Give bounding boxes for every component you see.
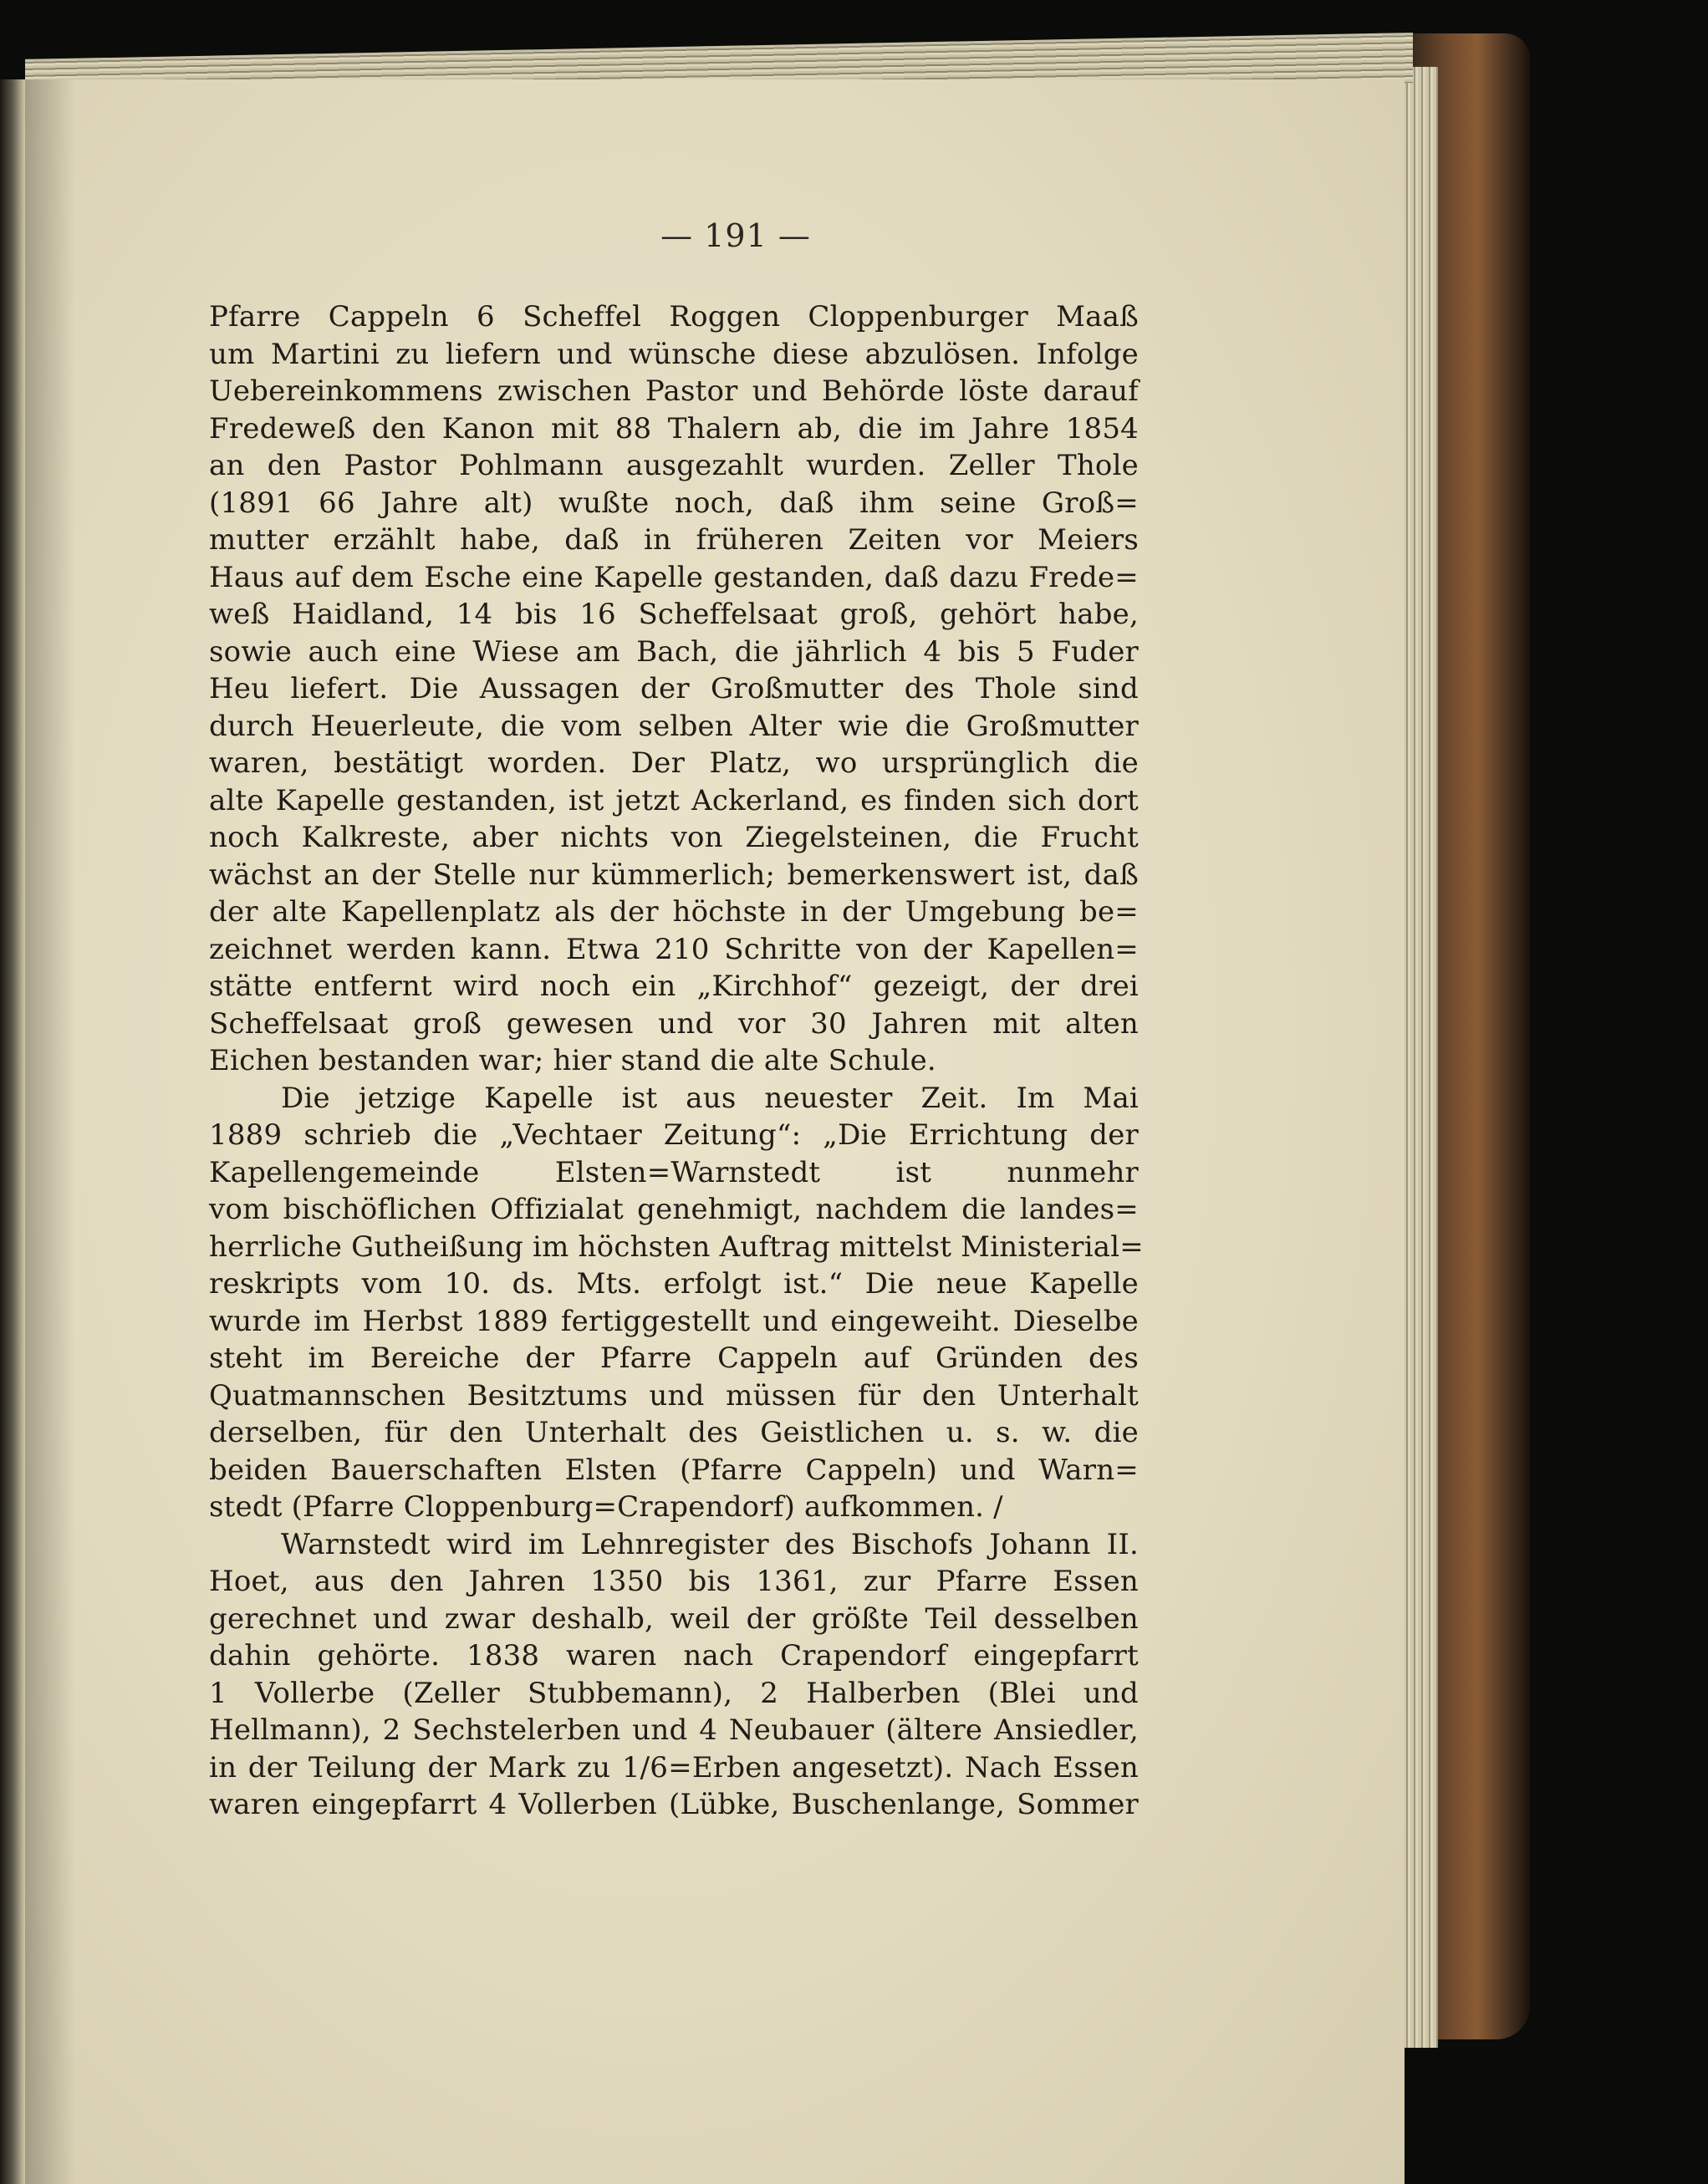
text-line: der alte Kapellenplatz als der höchste in der Umgebung be= <box>209 895 1139 929</box>
text-line: (1891 66 Jahre alt) wußte noch, daß ihm seine Groß= <box>209 486 1139 520</box>
text-line: reskripts vom 10. ds. Mts. erfolgt ist.“ Die neue Kapelle <box>209 1267 1139 1301</box>
text-line: beiden Bauerschaften Elsten (Pfarre Cappeln) und Warn= <box>209 1453 1139 1487</box>
text-line: weß Haidland, 14 bis 16 Scheffelsaat groß, gehört habe, <box>209 598 1139 631</box>
text-line: um Martini zu liefern und wünsche diese abzulösen. Infolge <box>209 337 1139 371</box>
text-line: Haus auf dem Esche eine Kapelle gestanden, daß dazu Frede= <box>209 560 1139 594</box>
text-line: Warnstedt wird im Lehnregister des Bischofs Johann II. <box>281 1527 1139 1561</box>
text-line: 1889 schrieb die „Vechtaer Zeitung“: „Die Errichtung der <box>209 1118 1139 1152</box>
text-line: Pfarre Cappeln 6 Scheffel Roggen Cloppenburger Maaß <box>209 300 1139 333</box>
text-line: alte Kapelle gestanden, ist jetzt Ackerland, es finden sich dort <box>209 783 1139 817</box>
text-line: noch Kalkreste, aber nichts von Ziegelsteinen, die Frucht <box>209 821 1139 854</box>
text-line: vom bischöflichen Offizialat genehmigt, nachdem die landes= <box>209 1193 1139 1226</box>
text-line: Quatmannschen Besitztums und müssen für den Unterhalt <box>209 1378 1139 1413</box>
text-line: Fredeweß den Kanon mit 88 Thalern ab, die im Jahre 1854 <box>209 411 1139 445</box>
text-line: dahin gehörte. 1838 waren nach Crapendorf eingepfarrt <box>209 1639 1139 1672</box>
text-line: 1 Vollerbe (Zeller Stubbemann), 2 Halberben (Blei und <box>209 1676 1139 1710</box>
text-line: durch Heuerleute, die vom selben Alter wie die Großmutter <box>209 709 1139 743</box>
text-line: gerechnet und zwar deshalb, weil der größte Teil desselben <box>209 1601 1139 1636</box>
text-line: wurde im Herbst 1889 fertiggestellt und eingeweiht. Dieselbe <box>209 1304 1139 1338</box>
text-line: derselben, für den Unterhalt des Geistlichen u. s. w. die <box>209 1416 1139 1449</box>
text-line: sowie auch eine Wiese am Bach, die jährlich 4 bis 5 Fuder <box>209 634 1139 669</box>
text-line: Uebereinkommens zwischen Pastor und Behörde löste darauf <box>209 374 1139 408</box>
text-line: stätte entfernt wird noch ein „Kirchhof“ gezeigt, der drei <box>209 970 1139 1003</box>
left-page-edge <box>0 79 28 2184</box>
book-page <box>25 79 1405 2184</box>
text-line: Hellmann), 2 Sechstelerben und 4 Neubauer (ältere Ansiedler, <box>209 1713 1139 1747</box>
gutter-shadow <box>25 79 75 2184</box>
text-line: waren eingepfarrt 4 Vollerben (Lübke, Buschenlange, Sommer <box>209 1788 1139 1821</box>
text-line: Hoet, aus den Jahren 1350 bis 1361, zur Pfarre Essen <box>209 1565 1139 1598</box>
text-line: Scheffelsaat groß gewesen und vor 30 Jahren mit alten <box>209 1006 1139 1041</box>
text-line: stedt (Pfarre Cloppenburg=Crapendorf) aufkommen. / <box>209 1490 1003 1524</box>
body-text <box>209 298 1144 1824</box>
text-line: mutter erzählt habe, daß in früheren Zeiten vor Meiers <box>209 523 1139 557</box>
text-line: steht im Bereiche der Pfarre Cappeln auf Gründen des <box>209 1341 1139 1375</box>
text-line: an den Pastor Pohlmann ausgezahlt wurden. Zeller Thole <box>209 449 1139 482</box>
page-number: — 191 — <box>660 217 811 254</box>
text-line: Eichen bestanden war; hier stand die alte Schule. <box>209 1044 936 1077</box>
text-line: Heu liefert. Die Aussagen der Großmutter des Thole sind <box>209 672 1139 705</box>
text-line: in der Teilung der Mark zu 1/6=Erben angesetzt). Nach Essen <box>209 1750 1139 1784</box>
text-line: zeichnet werden kann. Etwa 210 Schritte von der Kapellen= <box>209 932 1139 966</box>
text-line: wächst an der Stelle nur kümmerlich; bemerkenswert ist, daß <box>209 858 1139 892</box>
text-line: herrliche Gutheißung im höchsten Auftrag mittelst Ministerial= <box>209 1229 1144 1264</box>
text-line: waren, bestätigt worden. Der Platz, wo ursprünglich die <box>209 746 1139 780</box>
text-line: Kapellengemeinde Elsten=Warnstedt ist nunmehr <box>209 1155 1139 1189</box>
text-line: Die jetzige Kapelle ist aus neuester Zeit. Im Mai <box>281 1081 1139 1115</box>
